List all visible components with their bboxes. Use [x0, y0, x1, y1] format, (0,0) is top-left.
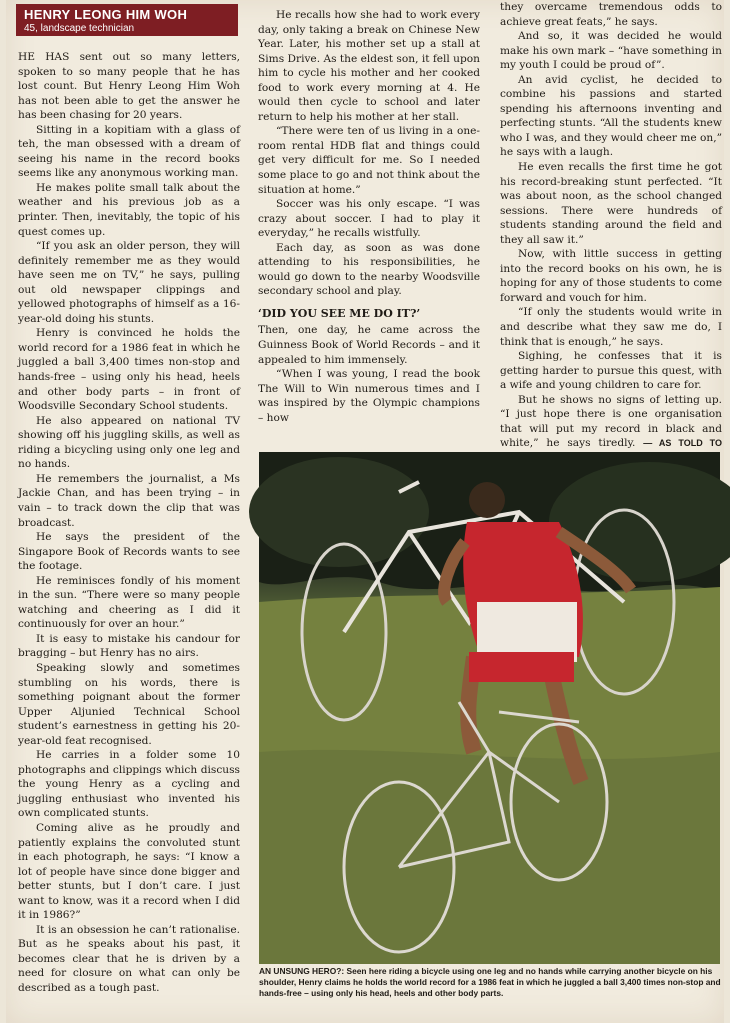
paragraph: Henry is convinced he holds the world record for a 1986 feat in which he juggled a ball 3,400 times non-stop and hands-free – using only his head, heels and other body parts – in front of Woodsville Secondary School students.	[18, 327, 240, 413]
byline-role: 45, landscape technician	[24, 23, 135, 34]
paragraph: Soccer was his only escape. “I was crazy about soccer. I had to play it everyday,” he recalls wistfully.	[258, 198, 480, 240]
paragraph: Sitting in a kopitiam with a glass of teh, the man obsessed with a dream of seeing his name in the record books seems like any anonymous working man.	[18, 123, 240, 180]
paragraph: It is easy to mistake his candour for bragging – but Henry has no airs.	[18, 632, 240, 660]
paragraph: He carries in a folder some 10 photographs and clippings which discuss the young Henry as a cycling and juggling enthusiast who invented his own complicated stunts.	[18, 749, 240, 820]
paragraph: HE HAS sent out so many letters, spoken to so many people that he has lost count. But Henry Leong Him Woh has not been able to get the answer he has been chasing for 20 years.	[18, 51, 240, 122]
paragraph: “When I was young, I read the book The Will to Win numerous times and I was inspired by the Olympic champions – how	[258, 368, 480, 424]
paragraph: An avid cyclist, he decided to combine his passions and started spending his afternoons inventing and perfecting stunts. “All the students knew who I was, and they would cheer me on,” he says with a laugh.	[500, 73, 722, 159]
paragraph: Then, one day, he came across the Guinness Book of World Records – and it appealed to him immensely.	[258, 324, 480, 366]
byline-box	[16, 4, 238, 36]
photo-cyclist	[259, 452, 720, 964]
paragraph: He remembers the journalist, a Ms Jackie Chan, and has been trying – in vain – to track down the clip that was broadcast.	[18, 472, 240, 529]
paragraph-text: But he shows no signs of letting up. “I just hope there is one organisation that will put my record in black and white,” he says tiredly.	[500, 393, 722, 450]
paragraph: He also appeared on national TV showing off his juggling skills, as well as riding a bicycling using only one leg and no hands.	[18, 414, 240, 471]
paragraph: And so, it was decided he would make his own mark – “have something in my youth I could be proud of”.	[500, 30, 722, 72]
signoff: — AS TOLD TO	[643, 438, 722, 449]
paragraph: Sighing, he confesses that it is getting harder to pursue this quest, with a wife and young children to care for.	[500, 350, 722, 392]
paragraph: He makes polite small talk about the weather and his previous job as a printer. Then, inevitably, the topic of his quest comes up.	[18, 181, 240, 238]
paragraph: “If you ask an older person, they will definitely remember me as they would have seen me on TV,” he says, pulling out old newspaper clippings and yellowed photographs of himself as a 16-year-old doing his stunts.	[18, 240, 240, 325]
paragraph: He reminisces fondly of his moment in the sun. “There were so many people watching and cheering as I did it continuously for over an hour.”	[18, 574, 240, 631]
caption-lead: AN UNSUNG HERO?:	[259, 966, 345, 976]
photo-caption	[259, 966, 722, 999]
paragraph: Speaking slowly and sometimes stumbling on his words, there is something poignant about the former Upper Aljunied Technical School student’s earnestness in getting his 20-year-old feat recognised.	[18, 661, 240, 747]
byline-name: HENRY LEONG HIM WOH	[24, 7, 188, 22]
paragraph: He says the president of the Singapore Book of Records wants to see the footage.	[18, 531, 240, 573]
photo-illustration	[259, 452, 720, 964]
caption-text: Seen here riding a bicycle using one leg and no hands while carrying another bicycle on his shoulder, Henry claims he holds the world record for a 1986 feat in which he juggled a ball 3,400 times non-stop and hands-free – using only his head, heels and other body parts.	[259, 966, 721, 998]
paragraph: Each day, as soon as was done attending to his responsibilities, he would go down to the nearby Woodsville secondary school and play.	[258, 241, 480, 298]
paragraph: “There were ten of us living in a one-room rental HDB flat and things could get very difficult for me. So I needed some place to go and not think about the situation at home.”	[258, 125, 480, 196]
paragraph: they overcame tremendous odds to achieve great feats,” he says.	[500, 1, 722, 28]
paragraph: He recalls how she had to work every day, only taking a break on Chinese New Year. Later, his mother set up a stall at Sims Drive. As the eldest son, it fell upon him to cycle his mother and her cooked food to work every morning at 4. He would then cycle to school and later return to help his mother at her stall.	[258, 9, 480, 123]
article-column-1	[18, 50, 240, 1012]
subheading: ‘DID YOU SEE ME DO IT?’	[258, 306, 421, 320]
article-column-2	[258, 8, 480, 438]
paragraph: Coming alive as he proudly and patiently explains the convoluted stunt in each photograph, he says: “I know a lot of people have since done bigger and better stunts, but I don’t care. I just want to know, was it a record when I did it in 1986?”	[18, 821, 240, 922]
paragraph: “If only the students would write in and describe what they saw me do, I think that is enough,” he says.	[500, 306, 722, 348]
article-column-3	[500, 0, 722, 450]
paragraph: Now, with little success in getting into the record books on his own, he is hoping for any of those students to come forward and vouch for him.	[500, 248, 722, 304]
paragraph: It is an obsession he can’t rationalise. But as he speaks about his past, it becomes clear that he is driven by a need for closure on what can only be described as a tough past.	[18, 923, 240, 994]
paragraph: He even recalls the first time he got his record-breaking stunt perfected. “It was about noon, as the school changed sessions. There were hundreds of students standing around the field and they all saw it.”	[500, 161, 722, 246]
